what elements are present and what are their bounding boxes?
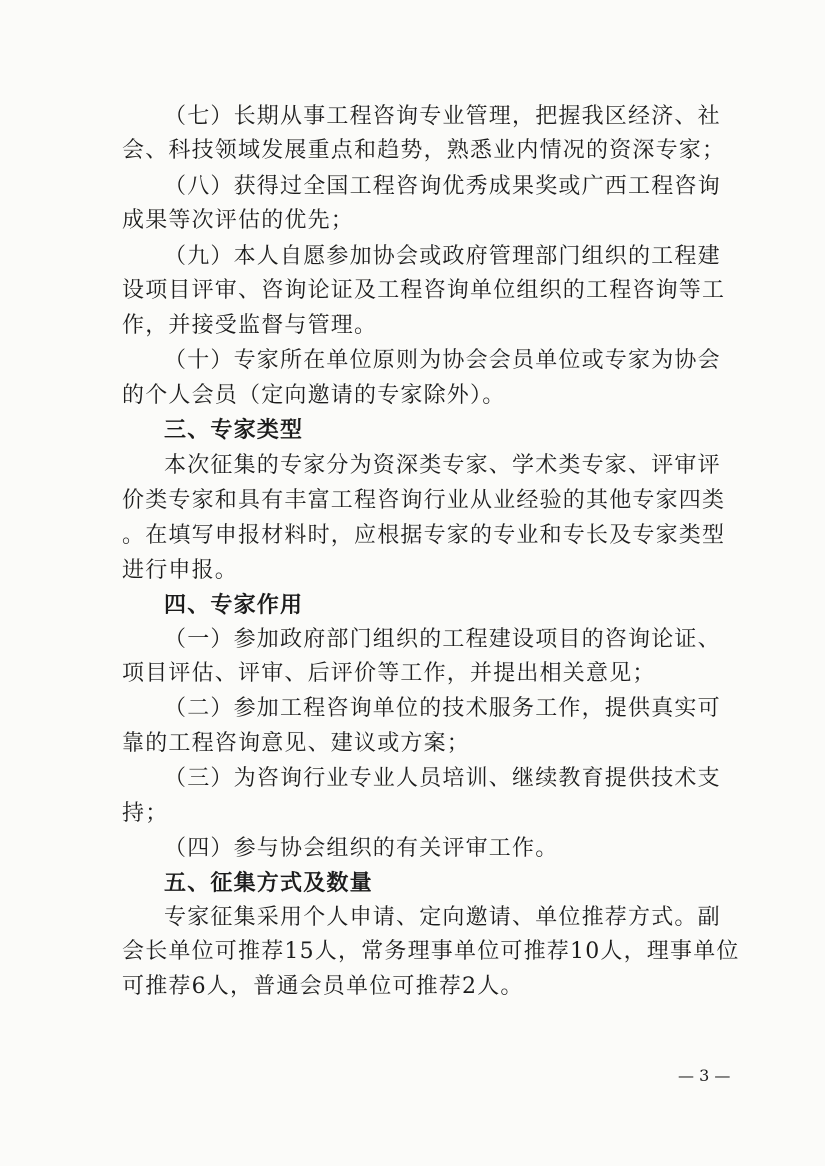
paragraph-line: 作，并接受监督与管理。 (122, 313, 378, 338)
paragraph-line: 专家征集采用个人申请、定向邀请、单位推荐方式。副 (164, 905, 721, 930)
paragraph-line: （十）专家所在单位原则为协会会员单位或专家为协会 (164, 348, 721, 373)
paragraph-line: （九）本人自愿参加协会或政府管理部门组织的工程建 (164, 244, 721, 269)
paragraph-line: 可推荐6人，普通会员单位可推荐2人。 (122, 974, 524, 999)
page-number: — 3 — (678, 1066, 731, 1085)
paragraph-line: 成果等次评估的优先； (122, 208, 355, 233)
paragraph-line: （二）参加工程咨询单位的技术服务工作，提供真实可 (164, 696, 721, 721)
paragraph-line: 项目评估、评审、后评价等工作，并提出相关意见； (122, 661, 656, 686)
paragraph-line: 设项目评审、咨询论证及工程咨询单位组织的工程咨询等工 (122, 278, 726, 303)
paragraph-line: 的个人会员（定向邀请的专家除外）。 (122, 383, 506, 408)
paragraph-line: 会长单位可推荐15人，常务理事单位可推荐10人，理事单位 (122, 939, 740, 964)
section-heading: 三、专家类型 (164, 418, 304, 443)
paragraph-line: 会、科技领域发展重点和趋势，熟悉业内情况的资深专家； (122, 138, 726, 163)
paragraph-line: （四）参与协会组织的有关评审工作。 (164, 836, 559, 861)
paragraph-line: 。在填写申报材料时，应根据专家的专业和专长及专家类型 (122, 523, 726, 548)
paragraph-line: （八）获得过全国工程咨询优秀成果奖或广西工程咨询 (164, 174, 721, 199)
paragraph-line: （七）长期从事工程咨询专业管理，把握我区经济、社 (164, 104, 721, 129)
paragraph-line: 靠的工程咨询意见、建议或方案； (122, 731, 471, 756)
paragraph-line: 价类专家和具有丰富工程咨询行业从业经验的其他专家四类 (122, 488, 726, 513)
paragraph-line: （一）参加政府部门组织的工程建设项目的咨询论证、 (164, 627, 721, 652)
section-heading: 五、征集方式及数量 (164, 871, 373, 896)
paragraph-line: （三）为咨询行业专业人员培训、继续教育提供技术支 (164, 766, 721, 791)
paragraph-line: 持； (122, 801, 169, 826)
section-heading: 四、专家作用 (164, 593, 304, 618)
paragraph-line: 进行申报。 (122, 558, 239, 583)
paragraph-line: 本次征集的专家分为资深类专家、学术类专家、评审评 (164, 453, 721, 478)
